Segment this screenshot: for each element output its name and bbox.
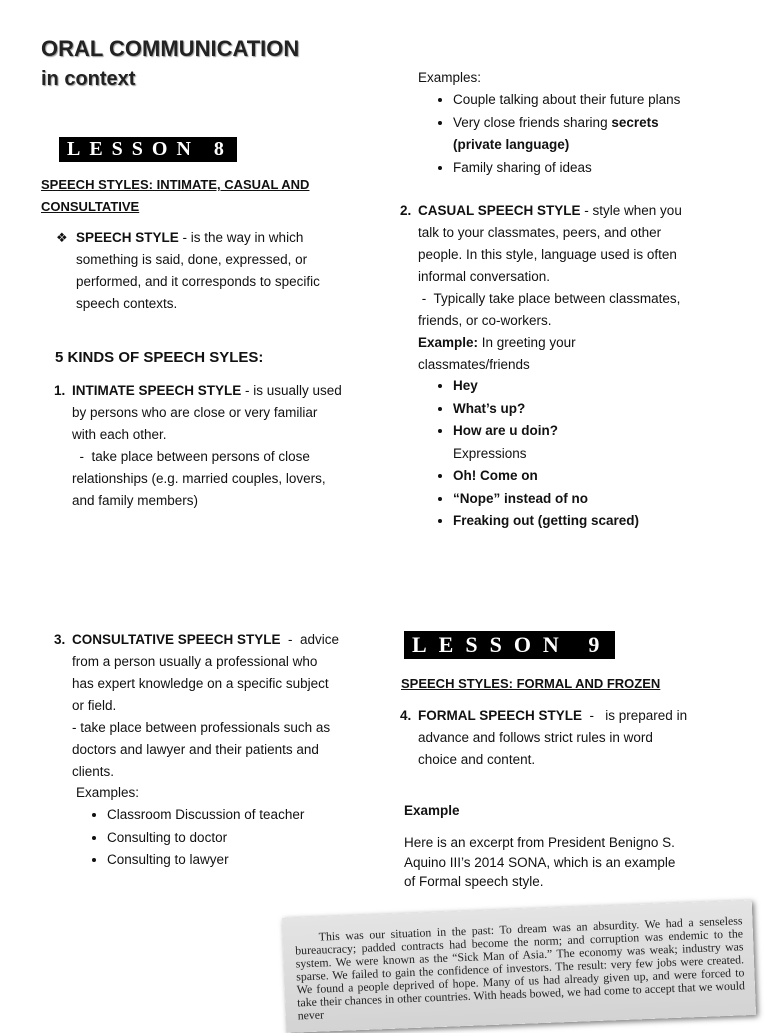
definition-text-line3: performed, and it corresponds to specific: [76, 274, 320, 289]
casual-term: CASUAL SPEECH STYLE: [418, 203, 581, 218]
casual-example-text: In greeting your: [478, 335, 576, 350]
consultative-style-item: [54, 629, 372, 783]
lesson-8-heading-line2: CONSULTATIVE: [41, 199, 140, 214]
consultative-line3: has expert knowledge on a specific subject: [72, 676, 329, 691]
speech-style-definition: [56, 227, 366, 315]
list-item: • “Nope” instead of no: [453, 488, 768, 511]
list-item: [453, 112, 768, 157]
list-item: • Classroom Discussion of teacher: [107, 804, 407, 827]
list-item-bold: secrets: [611, 114, 659, 130]
document-title: ORAL COMMUNICATION: [41, 36, 300, 61]
intimate-line3: with each other.: [72, 427, 167, 442]
definition-text-line2: something is said, done, expressed, or: [76, 252, 308, 267]
formal-term: FORMAL SPEECH STYLE: [418, 708, 583, 723]
casual-line6: friends, or co-workers.: [418, 313, 552, 328]
lesson-9-banner: LESSON 9: [404, 631, 615, 659]
list-item: • How are u doin?: [453, 420, 768, 443]
list-item: • What’s up?: [453, 398, 768, 421]
item-number: 3.: [54, 632, 66, 647]
consultative-line4: or field.: [72, 698, 117, 713]
consultative-line5: - take place between professionals such as: [72, 720, 331, 735]
sona-excerpt-scan: [282, 900, 756, 1033]
list-item: • Consulting to lawyer: [107, 849, 407, 872]
intimate-line4: - take place between persons of close: [72, 449, 310, 464]
diamond-bullet-icon: ❖: [56, 230, 68, 245]
consultative-line7: clients.: [72, 764, 115, 779]
casual-style-item: [400, 200, 728, 376]
document-subtitle: in context: [41, 68, 136, 90]
casual-line5: - Typically take place between classmates,: [418, 291, 681, 306]
intimate-line1: - is usually used: [241, 383, 342, 398]
list-item: • Consulting to doctor: [107, 827, 407, 850]
formal-example-line3: of Formal speech style.: [404, 874, 544, 889]
formal-example-label: Example: [404, 803, 460, 818]
intimate-examples-label: Examples:: [418, 70, 482, 85]
intimate-line5: relationships (e.g. married couples, lovers,: [72, 471, 326, 486]
list-item: • Couple talking about their future plans: [453, 89, 768, 112]
casual-line4: informal conversation.: [418, 269, 551, 284]
list-item: • Freaking out (getting scared): [453, 510, 768, 533]
list-item-text: Very close friends sharing: [453, 114, 612, 130]
casual-line2: talk to your classmates, peers, and other: [418, 225, 662, 240]
item-number: 1.: [54, 383, 66, 398]
intimate-examples-list: [405, 89, 768, 179]
lesson-8-banner: LESSON 8: [59, 137, 237, 162]
formal-line2: advance and follows strict rules in word: [418, 730, 653, 745]
formal-example-line2: Aquino III’s 2014 SONA, which is an example: [404, 854, 676, 870]
list-item: • Hey: [453, 375, 768, 398]
casual-example-line2: classmates/friends: [418, 357, 530, 372]
intimate-term: INTIMATE SPEECH STYLE: [72, 383, 242, 398]
item-number: 4.: [400, 708, 412, 723]
definition-text-line4: speech contexts.: [76, 296, 178, 311]
definition-term: SPEECH STYLE: [76, 230, 179, 245]
consultative-line6: doctors and lawyer and their patients and: [72, 742, 319, 757]
list-item-bold-line2: (private language): [453, 137, 570, 152]
formal-line1: - is prepared in: [582, 708, 688, 723]
item-number: 2.: [400, 203, 412, 218]
consultative-examples-list: [59, 804, 407, 872]
formal-style-item: [400, 705, 718, 771]
consultative-term: CONSULTATIVE SPEECH STYLE: [72, 632, 281, 647]
intimate-line6: and family members): [72, 493, 199, 508]
formal-line3: choice and content.: [418, 752, 536, 767]
list-item: • Oh! Come on: [453, 465, 768, 488]
sona-excerpt-text: This was our situation in the past: To dream was an absurdity. We had a senseless bureaucracy; padded contracts had become the norm; and corruption was endemic to the system. We were known as the “Sick Man of Asia.” The economy was weak; industry was sparse. We failed to gain the confidence of investors. The result: very few jobs were created. We found a people deprived of hope. Many of us had already given up, and were forced to take their chances in other countries. With heads bowed, we had come to accept that we would never: [294, 913, 746, 1023]
consultative-line1: - advice: [280, 632, 340, 647]
list-item: • Family sharing of ideas: [453, 157, 768, 180]
lesson-9-heading: SPEECH STYLES: FORMAL AND FROZEN: [401, 676, 661, 691]
casual-line3: people. In this style, language used is often: [418, 247, 677, 262]
lesson-8-heading-line1: SPEECH STYLES: INTIMATE, CASUAL AND: [41, 177, 310, 192]
list-item: Expressions: [453, 445, 527, 461]
consultative-examples-label: Examples:: [76, 785, 140, 800]
intimate-line2: by persons who are close or very familiar: [72, 405, 318, 420]
definition-text-line1: - is the way in which: [178, 230, 304, 245]
intimate-style-item: [54, 380, 362, 512]
formal-example-line1: Here is an excerpt from President Benigno S.: [404, 835, 675, 850]
formal-example-description: [404, 833, 724, 892]
casual-greetings-list: [405, 375, 768, 533]
casual-line1: - style when you: [580, 203, 682, 218]
consultative-line2: from a person usually a professional who: [72, 654, 318, 669]
casual-example-label: Example:: [418, 335, 479, 350]
kinds-heading: 5 KINDS OF SPEECH SYLES:: [55, 349, 264, 366]
